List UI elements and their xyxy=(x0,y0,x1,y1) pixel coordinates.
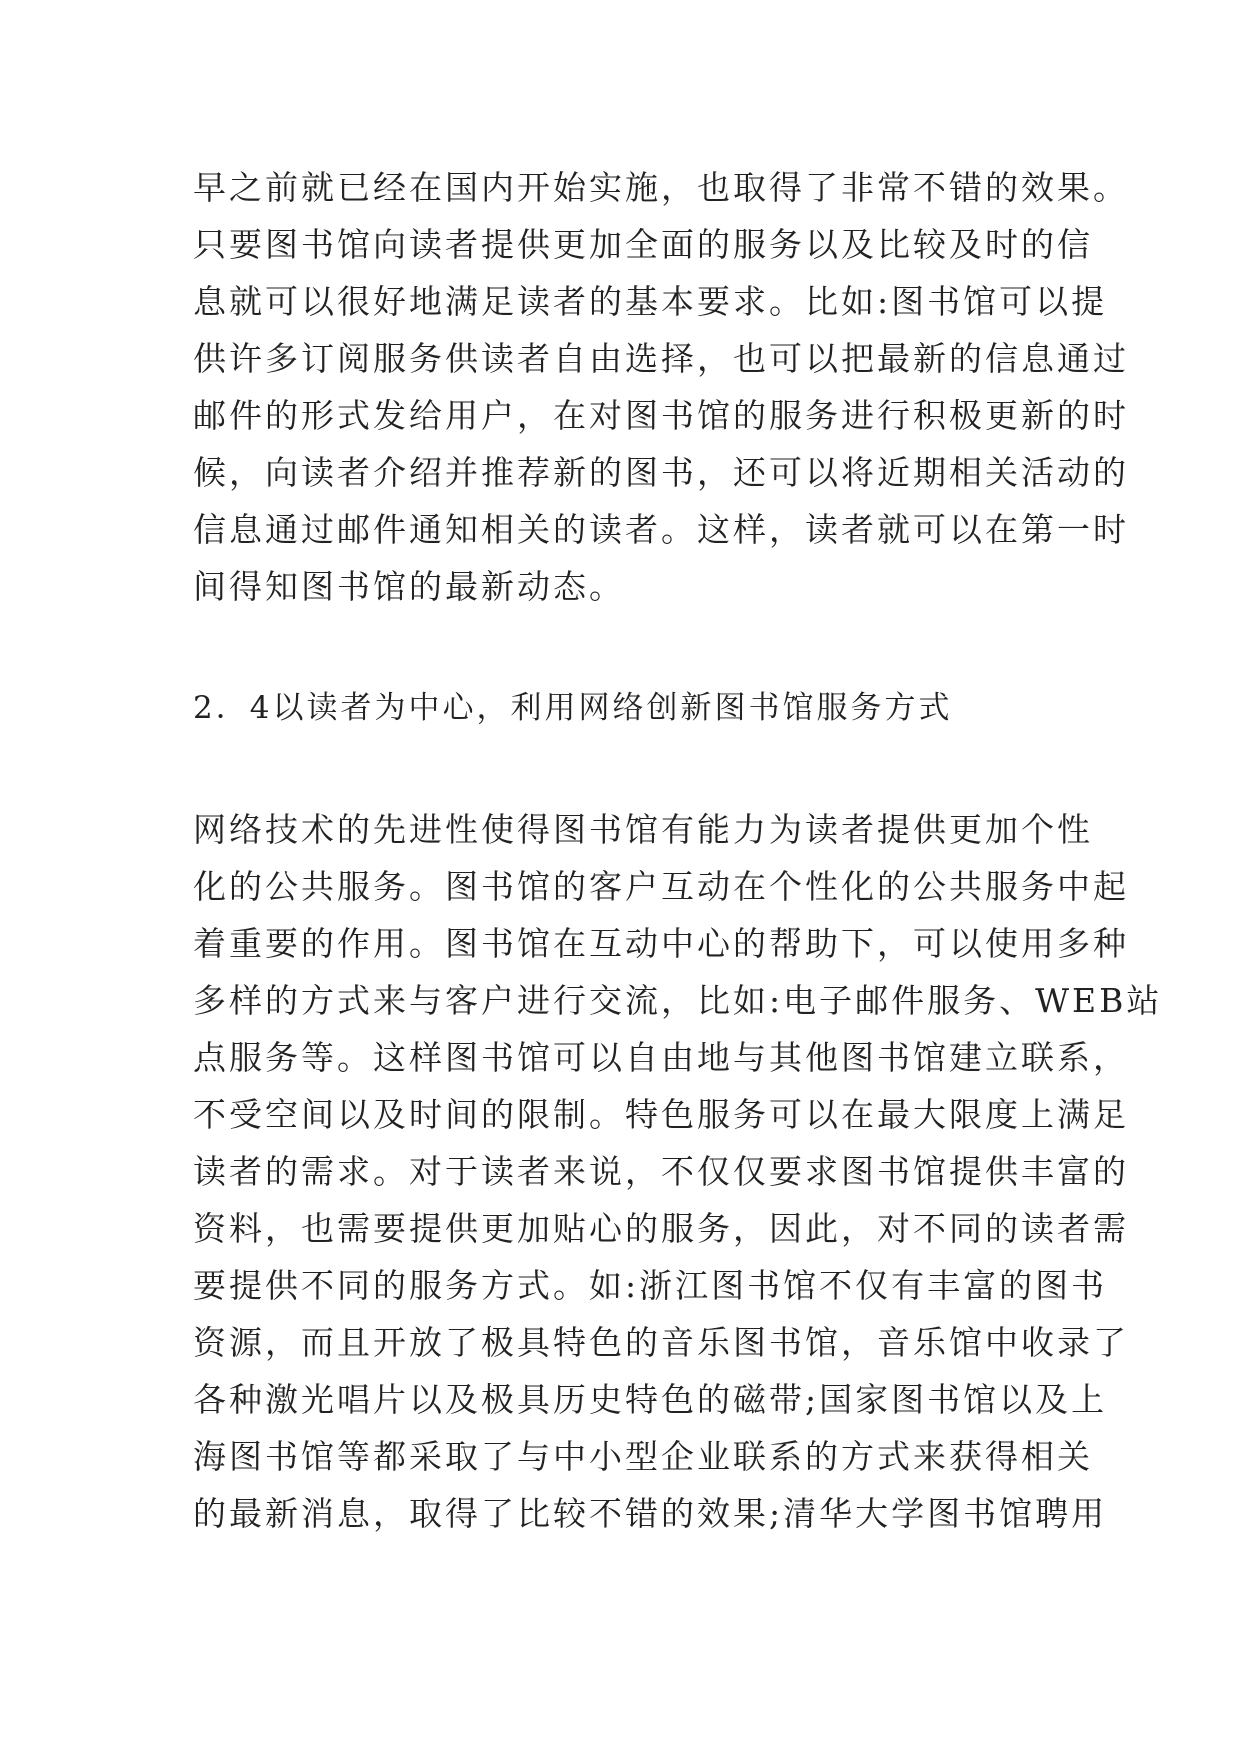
paragraph-line: 资源，而且开放了极具特色的音乐图书馆，音乐馆中收录了 xyxy=(193,1323,1129,1362)
paragraph-line: 候，向读者介绍并推荐新的图书，还可以将近期相关活动的 xyxy=(193,453,1129,492)
paragraph-line: 点服务等。这样图书馆可以自由地与其他图书馆建立联系， xyxy=(193,1038,1129,1077)
paragraph-line: 间得知图书馆的最新动态。 xyxy=(193,567,625,606)
paragraph-line: 化的公共服务。图书馆的客户互动在个性化的公共服务中起 xyxy=(193,867,1129,906)
paragraph-line: 邮件的形式发给用户，在对图书馆的服务进行积极更新的时 xyxy=(193,396,1129,435)
paragraph-line: 供许多订阅服务供读者自由选择，也可以把最新的信息通过 xyxy=(193,339,1129,378)
paragraph-line: 着重要的作用。图书馆在互动中心的帮助下，可以使用多种 xyxy=(193,924,1129,963)
paragraph-line: 多样的方式来与客户进行交流，比如:电子邮件服务、WEB站 xyxy=(193,981,1163,1020)
paragraph-line: 网络技术的先进性使得图书馆有能力为读者提供更加个性 xyxy=(193,810,1093,849)
section-heading: 2．4以读者为中心，利用网络创新图书馆服务方式 xyxy=(193,690,953,726)
paragraph-line: 只要图书馆向读者提供更加全面的服务以及比较及时的信 xyxy=(193,225,1093,264)
paragraph-line: 信息通过邮件通知相关的读者。这样，读者就可以在第一时 xyxy=(193,510,1129,549)
paragraph-line: 要提供不同的服务方式。如:浙江图书馆不仅有丰富的图书 xyxy=(193,1266,1108,1305)
paragraph-line: 早之前就已经在国内开始实施，也取得了非常不错的效果。 xyxy=(193,168,1129,207)
paragraph-line: 息就可以很好地满足读者的基本要求。比如:图书馆可以提 xyxy=(193,282,1108,321)
paragraph-line: 海图书馆等都采取了与中小型企业联系的方式来获得相关 xyxy=(193,1437,1093,1476)
paragraph-line: 的最新消息，取得了比较不错的效果;清华大学图书馆聘用 xyxy=(193,1494,1108,1533)
paragraph-line: 资料，也需要提供更加贴心的服务，因此，对不同的读者需 xyxy=(193,1209,1129,1248)
paragraph-line: 不受空间以及时间的限制。特色服务可以在最大限度上满足 xyxy=(193,1095,1129,1134)
paragraph-line: 各种激光唱片以及极具历史特色的磁带;国家图书馆以及上 xyxy=(193,1380,1108,1419)
paragraph-line: 读者的需求。对于读者来说，不仅仅要求图书馆提供丰富的 xyxy=(193,1152,1129,1191)
